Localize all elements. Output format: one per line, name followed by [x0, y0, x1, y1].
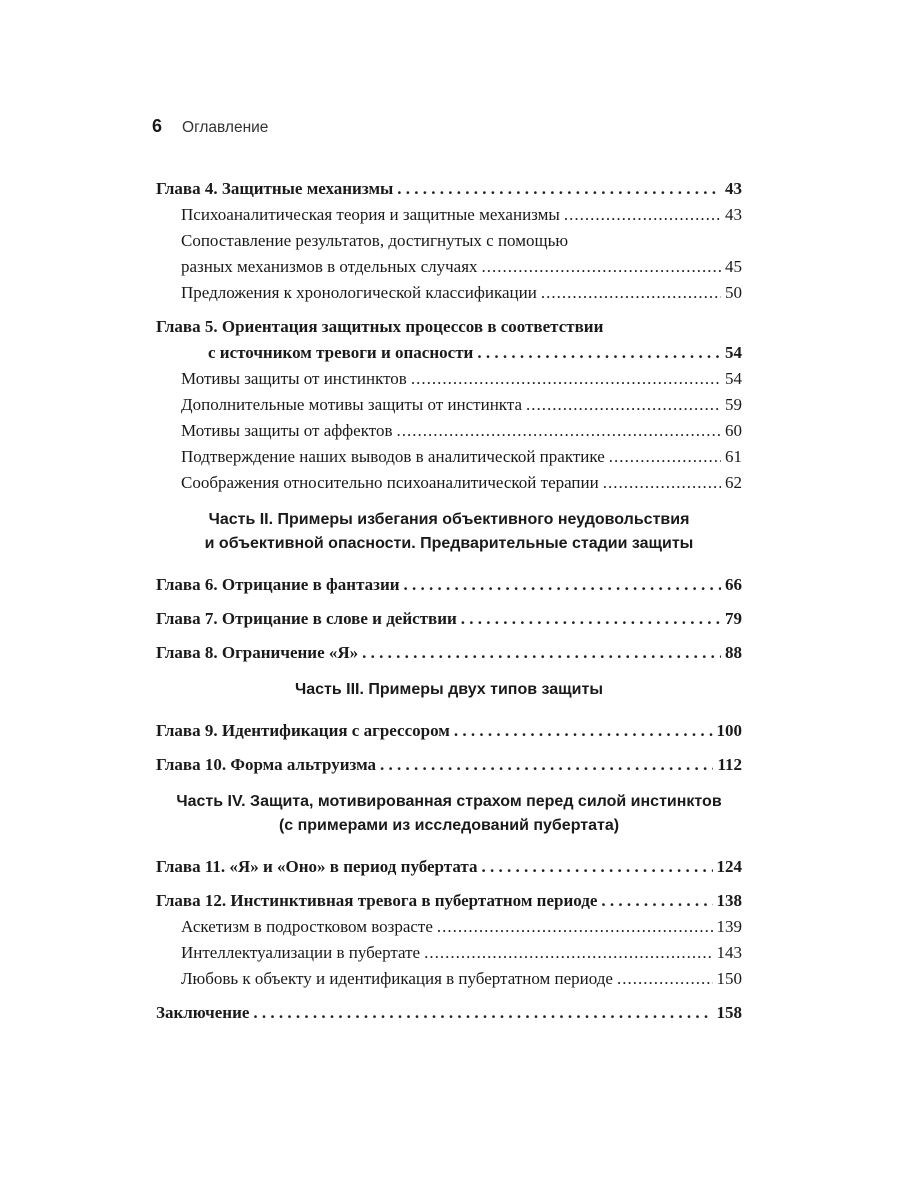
- toc-entry-section[interactable]: [156, 392, 742, 418]
- toc-entry-conclusion[interactable]: [156, 1000, 742, 1026]
- part-heading-line: Часть III. Примеры двух типов защиты: [294, 681, 603, 698]
- toc-entry-chapter-5[interactable]: [156, 340, 742, 366]
- leader-dots: [362, 640, 721, 666]
- toc-entry-chapter-11[interactable]: [156, 854, 742, 880]
- toc-entry-title: Глава 9. Идентификация с агрессором: [156, 721, 450, 740]
- page-number: 6: [152, 116, 163, 136]
- leader-dots: [564, 202, 721, 228]
- leader-dots: [477, 340, 721, 366]
- toc-entry-title: Глава 4. Защитные механизмы: [156, 179, 394, 198]
- leader-dots: [461, 606, 721, 632]
- toc-entry-title: Глава 12. Инстинктивная тревога в пубертатном периоде: [156, 891, 598, 910]
- toc-page-number: 60: [725, 421, 742, 440]
- toc-entry-chapter-5-title-line[interactable]: Глава 5. Ориентация защитных процессов в соответствии: [156, 317, 604, 336]
- toc-page-number: 54: [725, 343, 742, 362]
- toc-entry-title: Глава 7. Отрицание в слове и действии: [156, 609, 457, 628]
- toc-entry-title: Мотивы защиты от инстинктов: [181, 369, 407, 388]
- toc-entry-title: Глава 8. Ограничение «Я»: [156, 643, 359, 662]
- toc-entry-chapter-4[interactable]: [156, 176, 742, 202]
- part-4-heading[interactable]: [156, 790, 742, 838]
- toc-entry-section[interactable]: [156, 470, 742, 496]
- toc-entry-title: Психоаналитическая теория и защитные механизмы: [181, 205, 560, 224]
- toc-page-number: 45: [725, 257, 742, 276]
- leader-dots: [454, 718, 713, 744]
- toc-entry-title: Подтверждение наших выводов в аналитической практике: [181, 447, 605, 466]
- leader-dots: [411, 366, 721, 392]
- toc-page-number: 79: [725, 609, 742, 628]
- toc-page-number: 139: [716, 917, 742, 936]
- toc-entry-chapter-6[interactable]: [156, 572, 742, 598]
- leader-dots: [609, 444, 721, 470]
- leader-dots: [603, 470, 721, 496]
- part-heading-line: (с примерами из исследований пубертата): [278, 817, 620, 834]
- table-of-contents: [156, 176, 742, 1026]
- toc-entry-title: Мотивы защиты от аффектов: [181, 421, 393, 440]
- part-3-heading[interactable]: [156, 678, 742, 702]
- toc-entry-section[interactable]: [156, 914, 742, 940]
- toc-entry-chapter-9[interactable]: [156, 718, 742, 744]
- toc-entry-section[interactable]: [156, 966, 742, 992]
- toc-entry-title: Заключение: [156, 1003, 250, 1022]
- toc-page-number: 59: [725, 395, 742, 414]
- toc-page-number: 61: [725, 447, 742, 466]
- part-heading-line: Часть IV. Защита, мотивированная страхом перед силой инстинктов: [176, 793, 722, 810]
- leader-dots: [253, 1000, 712, 1026]
- toc-entry-title: Глава 11. «Я» и «Оно» в период пубертата: [156, 857, 478, 876]
- toc-page-number: 50: [725, 283, 742, 302]
- toc-page-number: 150: [716, 969, 742, 988]
- leader-dots: [437, 914, 713, 940]
- toc-entry-title: Дополнительные мотивы защиты от инстинкта: [181, 395, 523, 414]
- toc-entry-section[interactable]: [156, 366, 742, 392]
- toc-page-number: 62: [725, 473, 742, 492]
- leader-dots: [617, 966, 713, 992]
- toc-entry-title: Любовь к объекту и идентификация в пубертатном периоде: [181, 969, 613, 988]
- toc-entry-title: Интеллектуализации в пубертате: [181, 943, 421, 962]
- leader-dots: [397, 418, 722, 444]
- leader-dots: [404, 572, 721, 598]
- leader-dots: [526, 392, 721, 418]
- toc-page-number: 88: [725, 643, 742, 662]
- leader-dots: [482, 254, 721, 280]
- toc-entry-title: Предложения к хронологической классификации: [181, 283, 537, 302]
- toc-entry-section[interactable]: [156, 254, 742, 280]
- toc-page-number: 66: [725, 575, 742, 594]
- toc-page-number: 54: [725, 369, 742, 388]
- toc-entry-title: разных механизмов в отдельных случаях: [181, 257, 478, 276]
- running-head: [152, 116, 268, 137]
- leader-dots: [481, 854, 712, 880]
- toc-page-number: 43: [725, 205, 742, 224]
- toc-page-number: 138: [716, 891, 742, 910]
- toc-entry-section[interactable]: [156, 202, 742, 228]
- part-2-heading[interactable]: [156, 508, 742, 556]
- toc-entry-title: Глава 10. Форма альтруизма: [156, 755, 377, 774]
- toc-page-number: 143: [716, 943, 742, 962]
- leader-dots: [397, 176, 721, 202]
- part-heading-line: и объективной опасности. Предварительные стадии защиты: [204, 535, 694, 552]
- leader-dots: [541, 280, 721, 306]
- toc-page-number: 112: [717, 755, 742, 774]
- part-heading-line: Часть II. Примеры избегания объективного неудовольствия: [208, 511, 690, 528]
- leader-dots: [380, 752, 713, 778]
- toc-entry-section[interactable]: [156, 418, 742, 444]
- toc-entry-section[interactable]: [156, 280, 742, 306]
- toc-entry-title: Соображения относительно психоаналитической терапии: [181, 473, 599, 492]
- toc-entry-section[interactable]: [156, 940, 742, 966]
- running-head-title: Оглавление: [182, 119, 269, 136]
- toc-entry-chapter-12[interactable]: [156, 888, 742, 914]
- toc-entry-chapter-10[interactable]: [156, 752, 742, 778]
- toc-page-number: 124: [716, 857, 742, 876]
- leader-dots: [601, 888, 712, 914]
- toc-entry-title-line[interactable]: Сопоставление результатов, достигнутых с помощью: [181, 231, 569, 250]
- toc-page-number: 43: [725, 179, 742, 198]
- toc-entry-title: Аскетизм в подростковом возрасте: [181, 917, 433, 936]
- toc-entry-section[interactable]: [156, 444, 742, 470]
- toc-entry-chapter-7[interactable]: [156, 606, 742, 632]
- toc-entry-title: Глава 6. Отрицание в фантазии: [156, 575, 400, 594]
- toc-page-number: 100: [716, 721, 742, 740]
- leader-dots: [424, 940, 712, 966]
- toc-page-number: 158: [716, 1003, 742, 1022]
- toc-entry-title: с источником тревоги и опасности: [208, 343, 474, 362]
- toc-entry-chapter-8[interactable]: [156, 640, 742, 666]
